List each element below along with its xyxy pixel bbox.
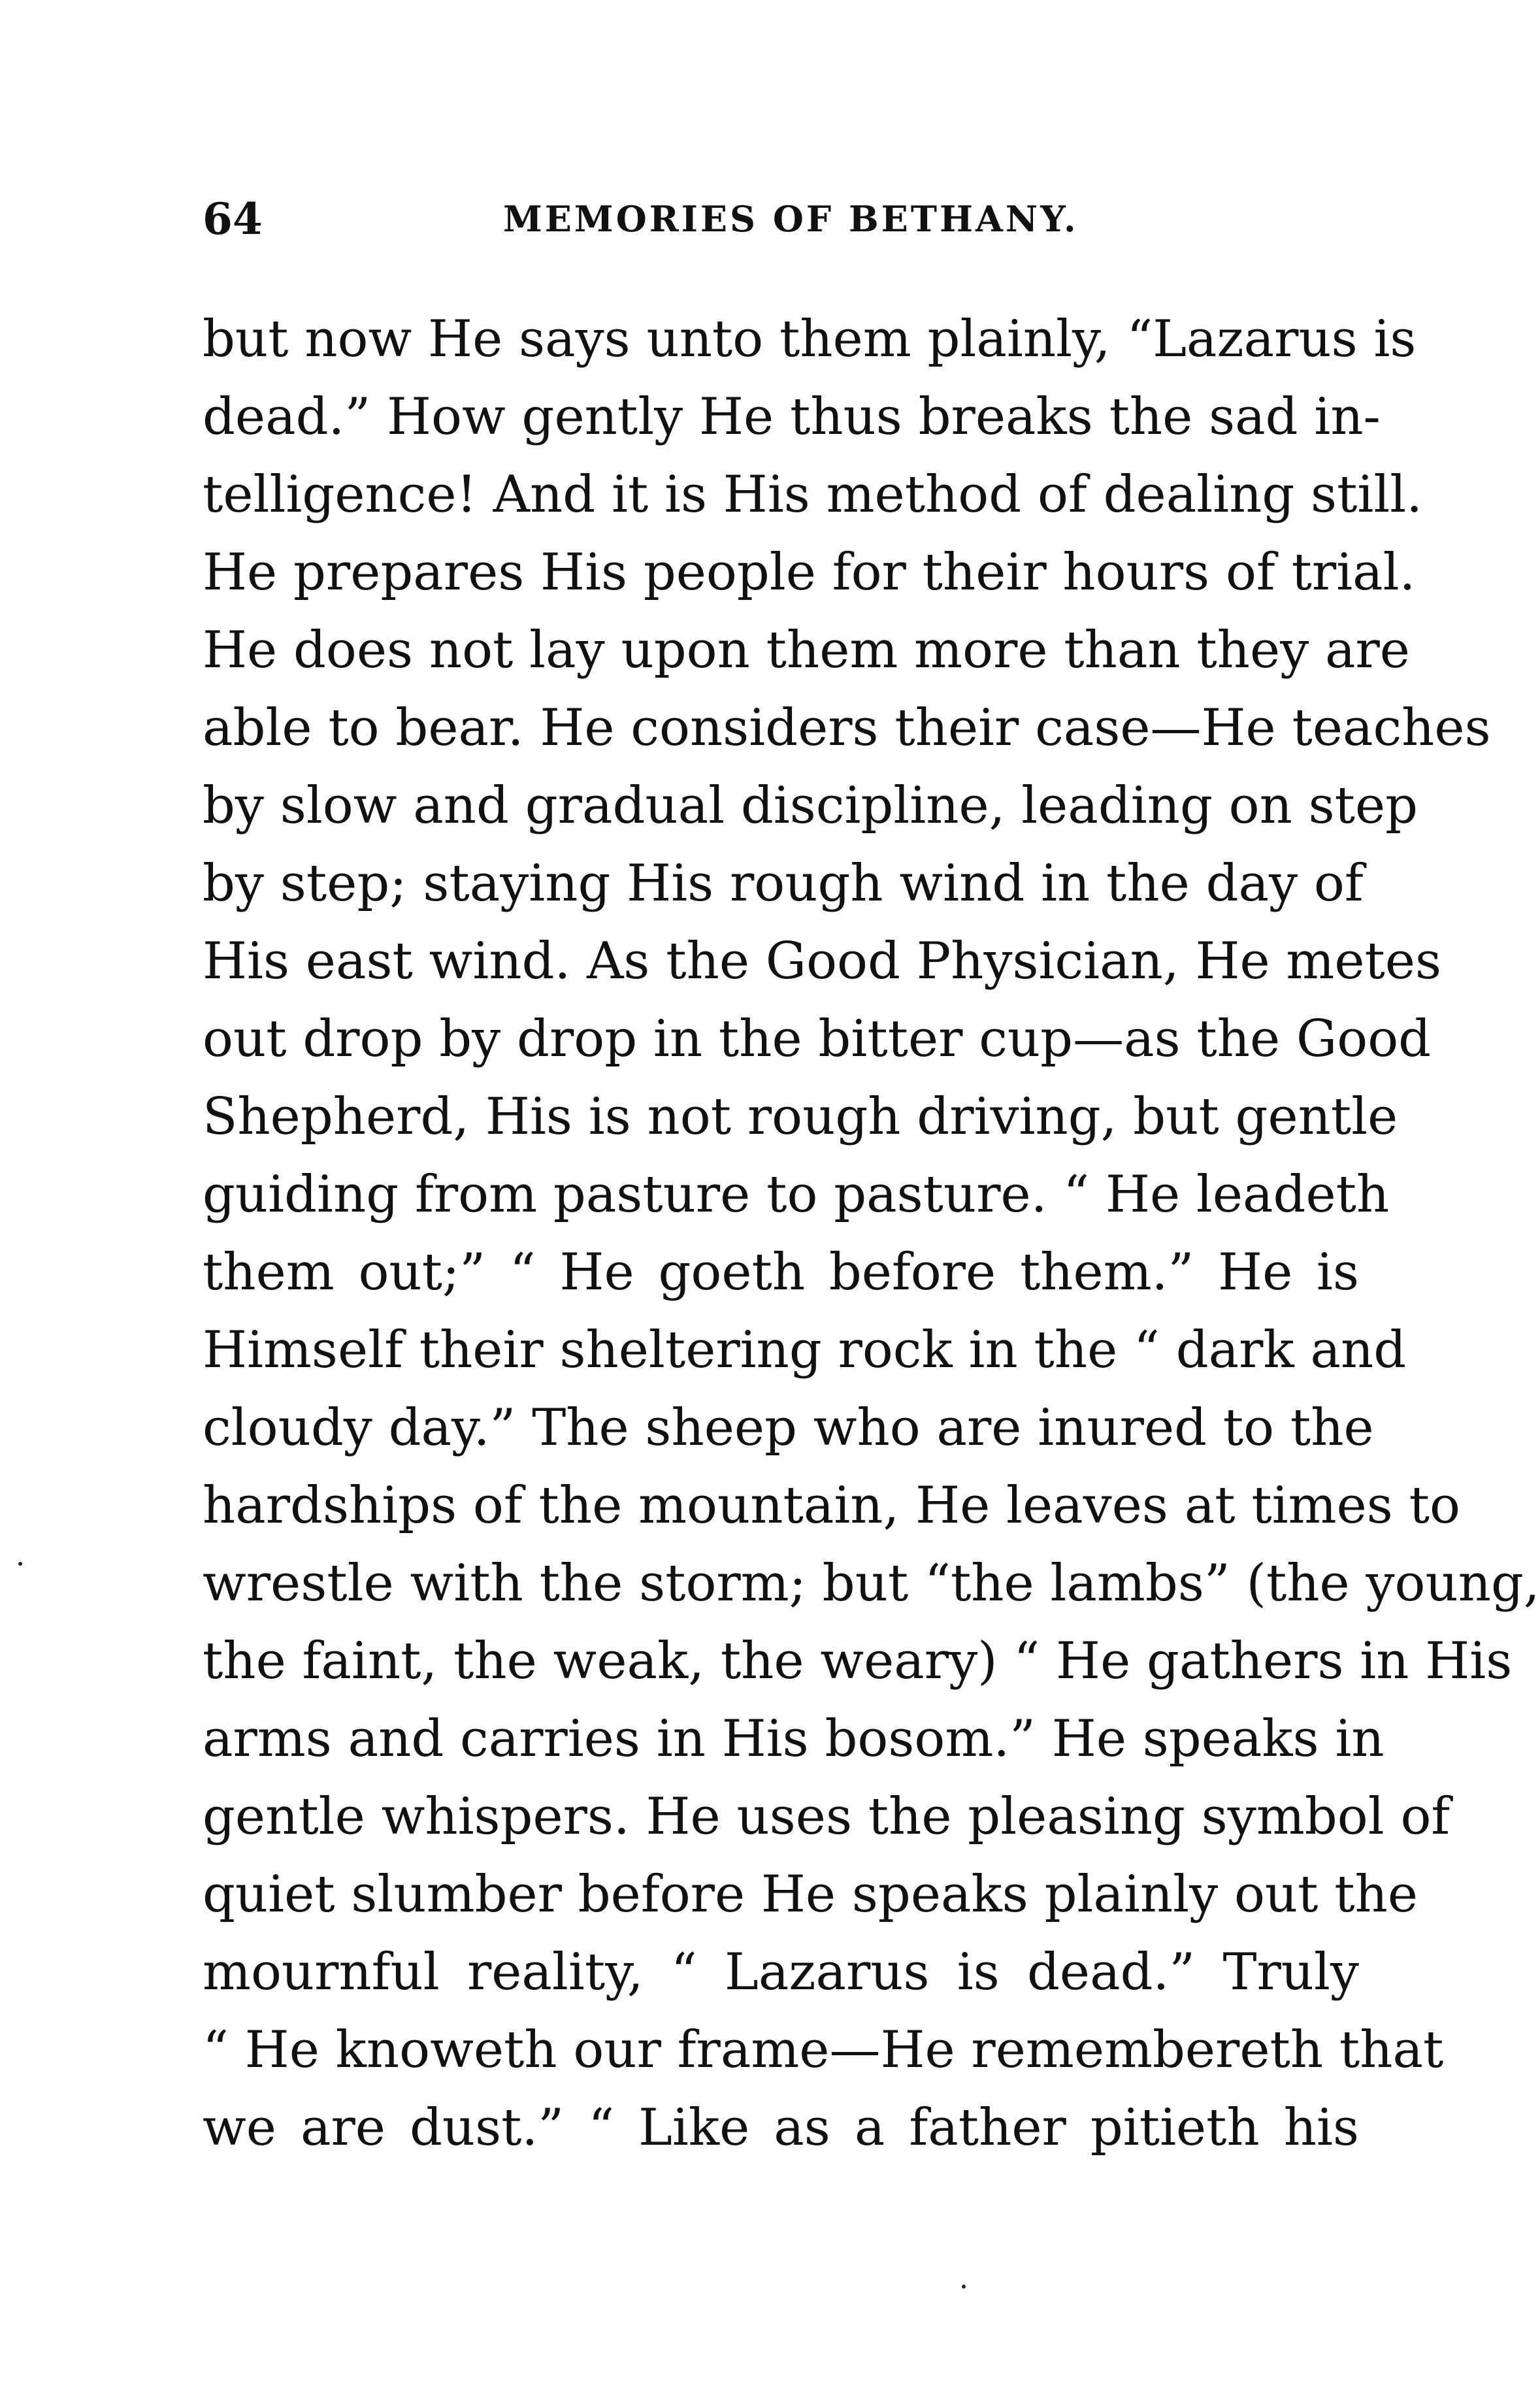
text-line: guiding from pasture to pasture. “ He leadeth bbox=[203, 1165, 1390, 1224]
text-line: by slow and gradual discipline, leading on step bbox=[203, 776, 1418, 835]
scan-speck bbox=[18, 1562, 22, 1566]
text-line: but now He says unto them plainly, “Lazarus is bbox=[203, 310, 1417, 369]
text-line: He prepares His people for their hours of trial. bbox=[203, 543, 1416, 602]
text-line: arms and carries in His bosom.” He speaks in bbox=[203, 1710, 1384, 1768]
text-line: Himself their sheltering rock in the “ dark and bbox=[203, 1321, 1407, 1380]
text-line: telligence! And it is His method of dealing still. bbox=[203, 465, 1423, 524]
text-line: “ He knoweth our frame—He remembereth that bbox=[203, 2021, 1444, 2079]
page-number: 64 bbox=[203, 193, 263, 244]
body-text bbox=[203, 301, 1540, 2167]
text-line: Shepherd, His is not rough driving, but gentle bbox=[203, 1087, 1398, 1146]
text-line: His east wind. As the Good Physician, He metes bbox=[203, 932, 1442, 991]
page-header bbox=[203, 190, 1366, 248]
text-line: the faint, the weak, the weary) “ He gathers in His bbox=[203, 1632, 1513, 1691]
text-line: He does not lay upon them more than they are bbox=[203, 621, 1410, 680]
text-line: we are dust.” “ Like as a father pitieth his bbox=[203, 2098, 1359, 2157]
scan-speck bbox=[962, 2285, 966, 2289]
text-line: out drop by drop in the bitter cup—as the Good bbox=[203, 1010, 1432, 1068]
text-line: by step; staying His rough wind in the day of bbox=[203, 854, 1364, 913]
text-line: quiet slumber before He speaks plainly out the bbox=[203, 1865, 1418, 1924]
running-title: MEMORIES OF BETHANY. bbox=[503, 198, 1079, 240]
text-line: hardships of the mountain, He leaves at times to bbox=[203, 1476, 1460, 1535]
text-line: gentle whispers. He uses the pleasing symbol of bbox=[203, 1787, 1450, 1846]
text-line: them out;” “ He goeth before them.” He is bbox=[203, 1243, 1359, 1302]
text-line: cloudy day.” The sheep who are inured to the bbox=[203, 1398, 1374, 1457]
text-line: dead.” How gently He thus breaks the sad in- bbox=[203, 388, 1381, 446]
text-line: mournful reality, “ Lazarus is dead.” Truly bbox=[203, 1943, 1359, 2002]
text-line: able to bear. He considers their case—He teaches bbox=[203, 699, 1491, 757]
text-line: wrestle with the storm; but “the lambs” (the young, bbox=[203, 1554, 1540, 1613]
